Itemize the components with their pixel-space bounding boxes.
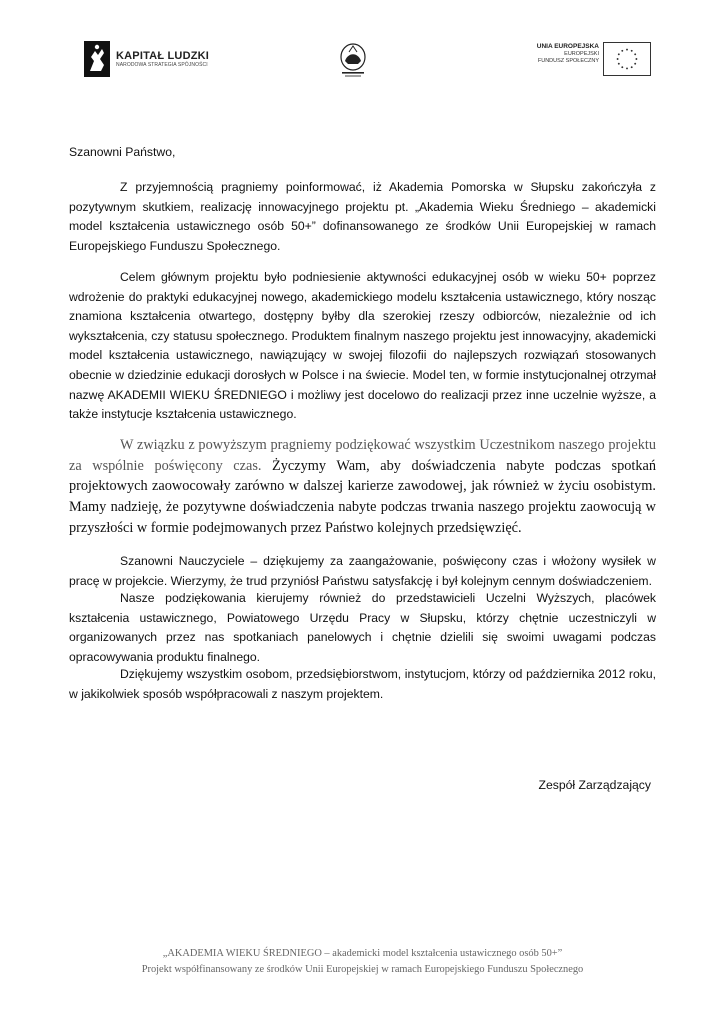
paragraph-thanks-participants-rest: Życzymy Wam, aby doświadczenia nabyte podczas spotkań projektowych zaowocowały zarówno w dalszej karierze zawodowej, jak również w życiu osobistym. Mamy nadzieję, że pozytywne doświadczenia nabyte podczas trwania naszego projektu zaowocują w przyszłości w formie podejmowanych przez Państwo kolejnych przedsięwzięć. (69, 457, 656, 536)
paragraph-thanks-participants (69, 435, 656, 539)
paragraph-intro: Z przyjemnością pragniemy poinformować, iż Akademia Pomorska w Słupsku zakończyła z pozytywnym skutkiem, realizację innowacyjnego projektu pt. „Akademia Wieku Średniego – akademicki model kształcenia ustawicznego osób 50+” dofinansowanego ze środków Unii Europejskiej w ramach Europejskiego Funduszu Społecznego. (69, 180, 656, 253)
eu-logo (527, 42, 657, 78)
eu-title: UNIA EUROPEJSKA (536, 43, 599, 50)
eu-line-2: FUNDUSZ SPOŁECZNY (537, 58, 599, 64)
kapital-ludzki-subtitle: NARODOWA STRATEGIA SPÓJNOŚCI (116, 61, 208, 68)
eu-line-1: EUROPEJSKI (564, 51, 599, 57)
kapital-ludzki-logo (84, 40, 214, 78)
paragraph-goal: Celem głównym projektu było podniesienie aktywności edukacyjnej osób w wieku 50+ poprzez wdrożenie do praktyki edukacyjnej nowego, akademickiego modelu kształcenia ustawicznego, który nosząc znamiona kształcenia otwartego, dostępny byłby dla szerokiej rzeszy odbiorców, niezależnie od ich wykształcenia, czy statusu społecznego. Produktem finalnym naszego projektu jest innowacyjny, akademicki model kształcenia ustawicznego, nawiązujący w swojej filozofii do najlepszych rozwiązań stosowanych obecnie w dziedzinie edukacji dorosłych w Polsce i na świecie. Model ten, w formie instytucjonalnej otrzymał nazwę AKADEMII WIEKU ŚREDNIEGO i możliwy jest docelowo do realizacji przez inne uczelnie wyższe, a także instytucje kształcenia ustawicznego. (69, 270, 656, 422)
eu-flag-icon (603, 42, 651, 76)
university-crest-icon (328, 40, 378, 80)
page-footer (0, 946, 725, 978)
paragraph-thanks-teachers: Szanowni Nauczyciele – dziękujemy za zaangażowanie, poświęcony czas i włożony wysiłek w pracę w projekcie. Wierzymy, że trud przyniósł Państwu satysfakcję i był kolejnym cennym doświadczeniem. (69, 554, 656, 588)
kapital-ludzki-icon (84, 41, 110, 77)
paragraph-thanks-participants-lead: W związku z powyższym pragniemy podziękować wszystkim Uczestnikom naszego projektu za wspólnie poświęcony czas. (69, 437, 656, 474)
greeting: Szanowni Państwo, (69, 145, 176, 159)
kapital-ludzki-title: KAPITAŁ LUDZKI (116, 49, 210, 62)
paragraph-thanks-institutions: Nasze podziękowania kierujemy również do przedstawicieli Uczelni Wyższych, placówek kształcenia ustawicznego, Powiatowego Urzędu Pracy w Słupsku, którzy chętnie uczestniczyli w organizowanych przez nas spotkaniach panelowych i chętnie dzielili się swoimi uwagami podczas opracowywania produktu finalnego. (69, 591, 656, 664)
paragraph-thanks-all: Dziękujemy wszystkim osobom, przedsiębiorstwom, instytucjom, którzy od października 2012 roku, w jakikolwiek sposób współpracowali z naszym projektem. (69, 667, 656, 701)
footer-project-title: „AKADEMIA WIEKU ŚREDNIEGO – akademicki model kształcenia ustawicznego osób 50+” (162, 948, 563, 959)
footer-funding-note: Projekt współfinansowany ze środków Unii Europejskiej w ramach Europejskiego Funduszu Społecznego (141, 964, 584, 975)
signature: Zespół Zarządzający (538, 778, 651, 792)
